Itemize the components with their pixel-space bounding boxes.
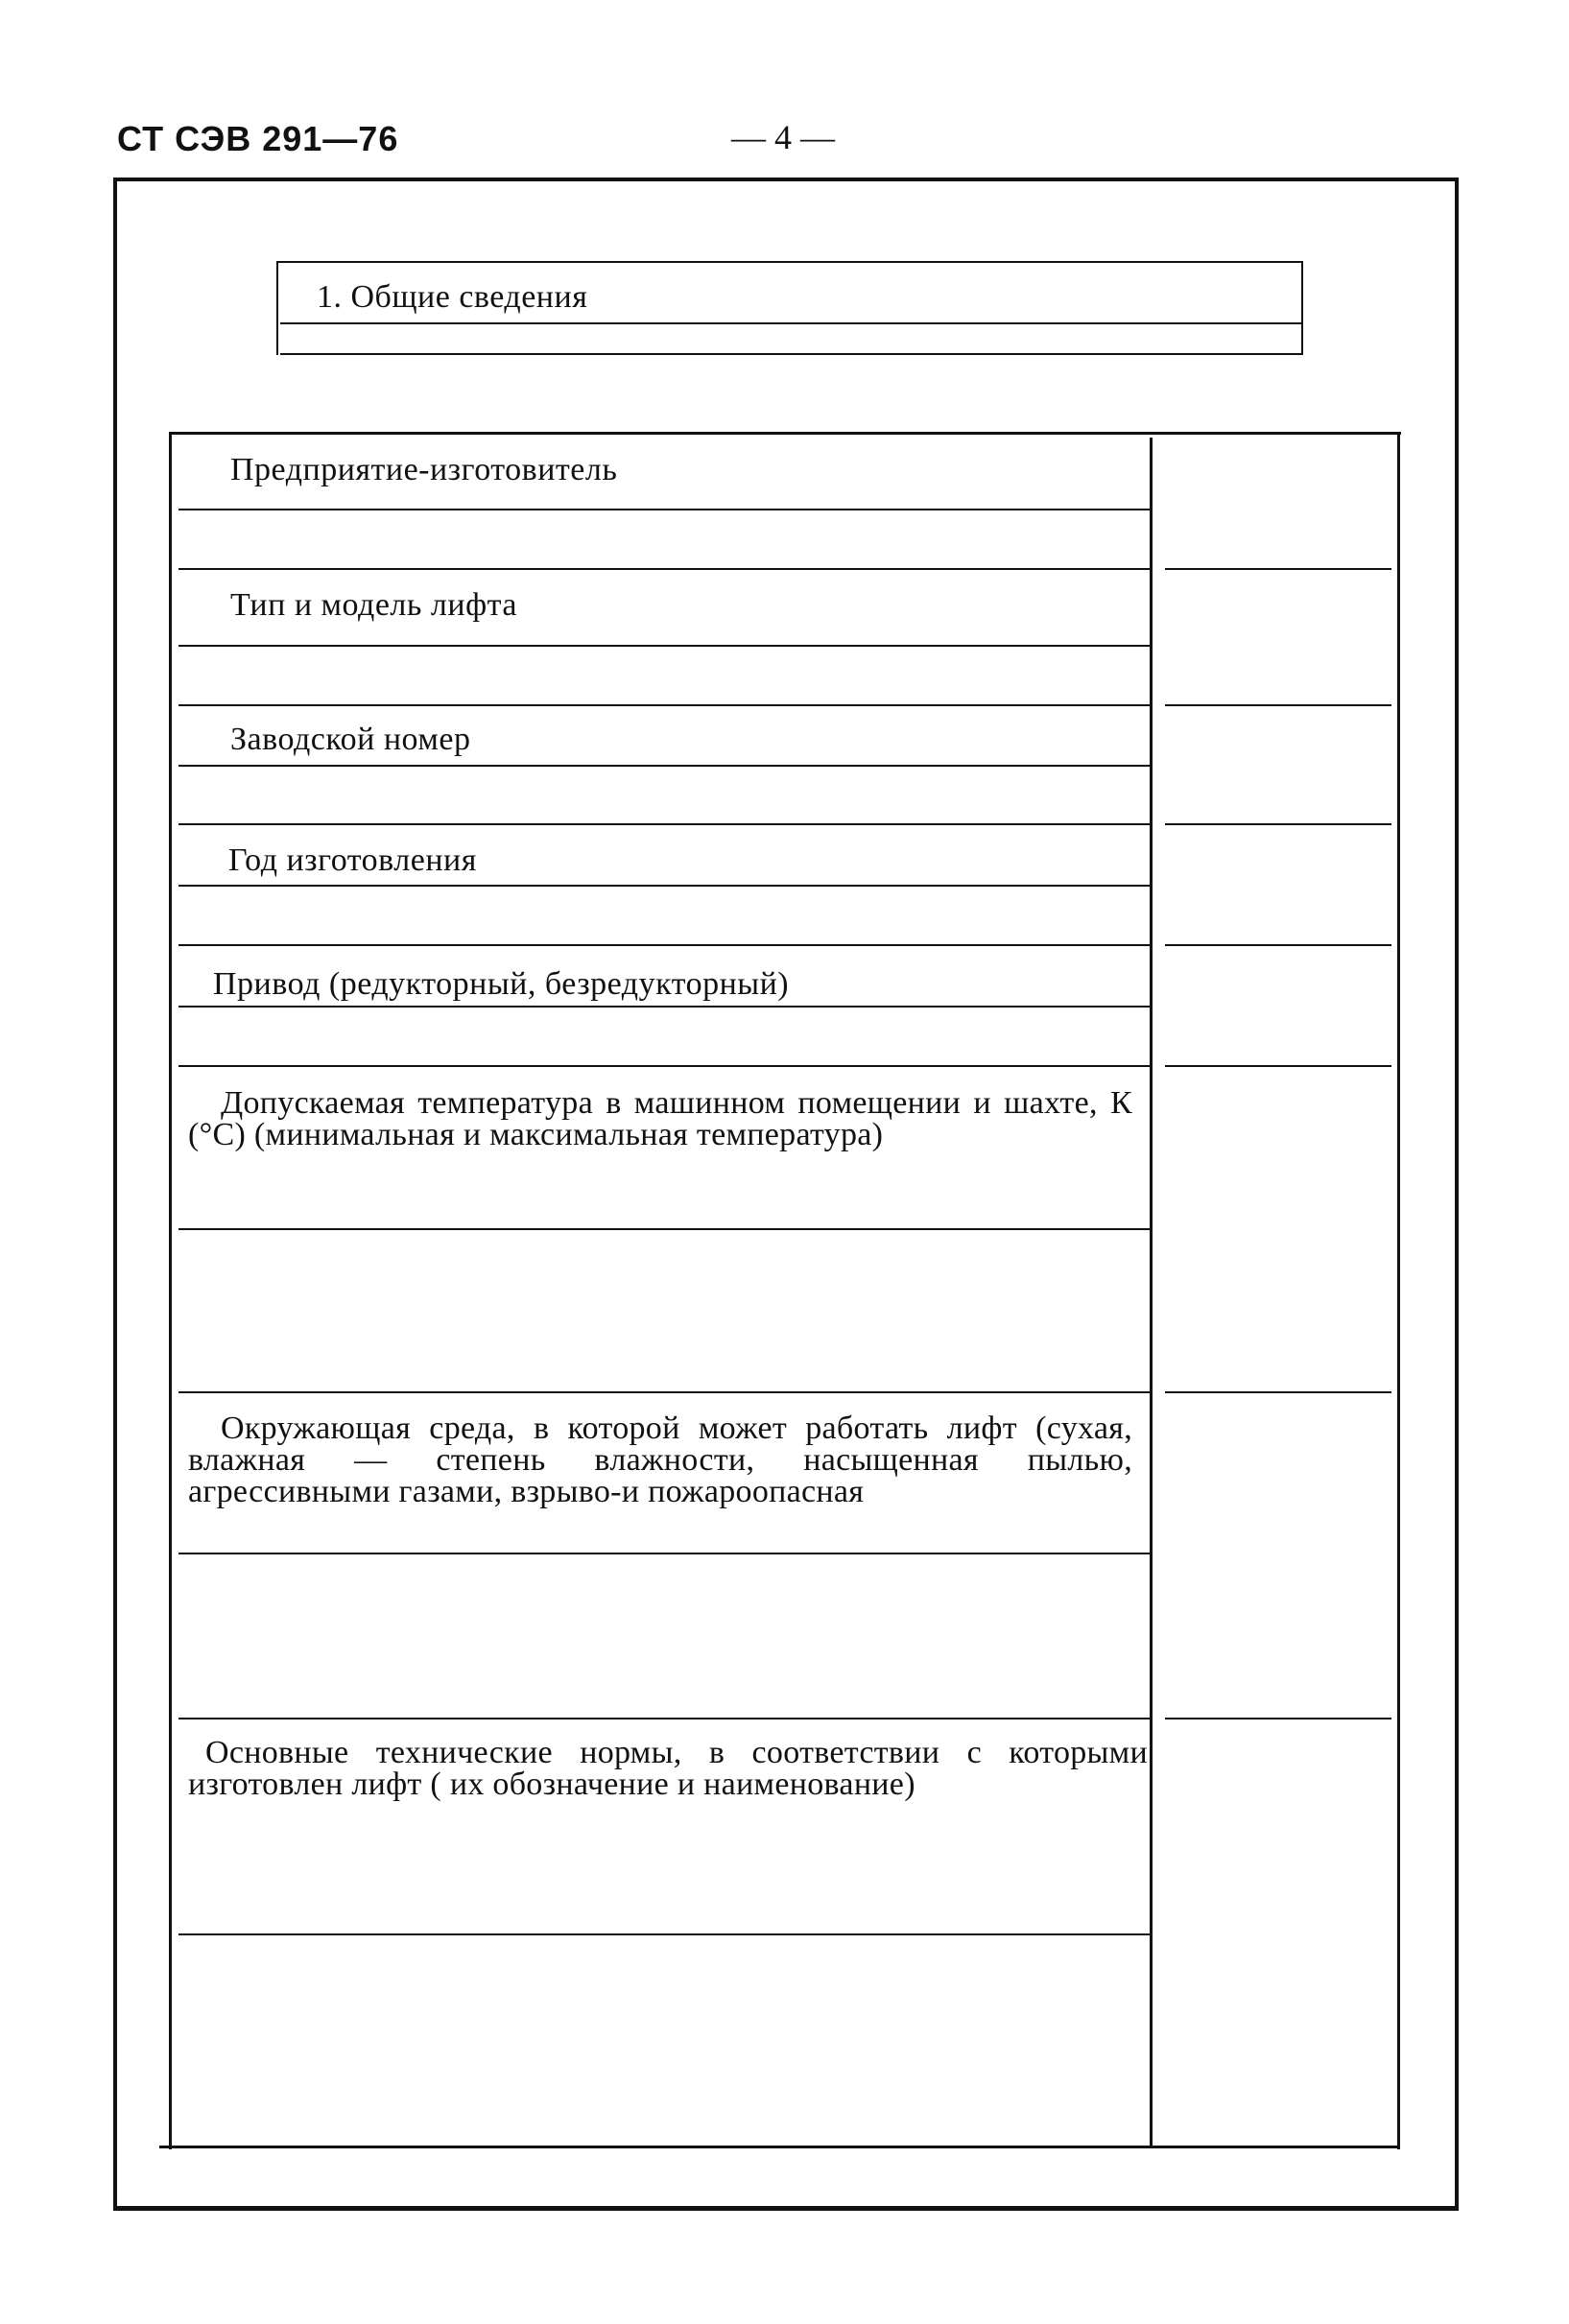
- value-cell-separator: [1165, 1718, 1391, 1719]
- field-label-technical-norms: Основные технические нормы, в соответствии с которыми изготовлен лифт ( их обозначение и наименование): [188, 1735, 1148, 1802]
- field-separator: [178, 1718, 1150, 1719]
- field-rule: [178, 1553, 1150, 1554]
- value-cell-separator: [1165, 568, 1391, 570]
- field-separator: [178, 1391, 1150, 1393]
- value-cell-separator: [1165, 1391, 1391, 1393]
- field-label-drive: Привод (редукторный, безредукторный): [213, 966, 790, 1002]
- field-rule: [178, 765, 1150, 767]
- field-rule: [178, 1228, 1150, 1230]
- field-label-manufacturer: Предприятие-изготовитель: [230, 452, 618, 487]
- field-label-environment: Окружающая среда, в которой может работать лифт (сухая, влажная — степень влажности, насыщенная пылью, агрессивными газами, взрыво-и пожароопасная: [188, 1411, 1132, 1509]
- field-rule: [178, 1933, 1150, 1935]
- field-label-type-model: Тип и модель лифта: [230, 587, 517, 623]
- value-cell-separator: [1165, 704, 1391, 706]
- value-cell-separator: [1165, 823, 1391, 825]
- value-cell-separator: [1165, 1065, 1391, 1067]
- frame-right-border: [1455, 178, 1459, 2210]
- frame-bottom-border: [113, 2206, 1459, 2211]
- field-rule: [178, 509, 1150, 510]
- field-label-year: Год изготовления: [228, 842, 477, 878]
- table-right-border: [1397, 432, 1400, 2149]
- table-top-border: [171, 432, 1401, 435]
- section-title-rule: [280, 322, 1301, 324]
- field-rule: [178, 885, 1150, 887]
- field-separator: [178, 944, 1150, 946]
- field-rule: [178, 1006, 1150, 1008]
- value-cell-separator: [1165, 944, 1391, 946]
- field-separator: [178, 1065, 1150, 1067]
- document-id: СТ СЭВ 291—76: [117, 119, 399, 158]
- field-rule: [178, 645, 1150, 647]
- frame-left-border: [113, 178, 117, 2210]
- table-column-divider: [1150, 438, 1153, 2146]
- field-separator: [178, 568, 1150, 570]
- frame-top-border: [115, 178, 1459, 181]
- field-label-temperature: Допускаемая температура в машинном помещении и шахте, К (°С) (минимальная и максимальная температура): [188, 1085, 1132, 1152]
- section-title-bottom-rule: [280, 353, 1301, 355]
- field-label-serial-number: Заводской номер: [230, 722, 471, 757]
- table-left-border: [169, 432, 172, 2149]
- field-separator: [178, 823, 1150, 825]
- page-number: — 4 —: [731, 118, 835, 156]
- field-separator: [178, 704, 1150, 706]
- section-title: 1. Общие сведения: [317, 279, 588, 315]
- table-bottom-border: [159, 2146, 1397, 2148]
